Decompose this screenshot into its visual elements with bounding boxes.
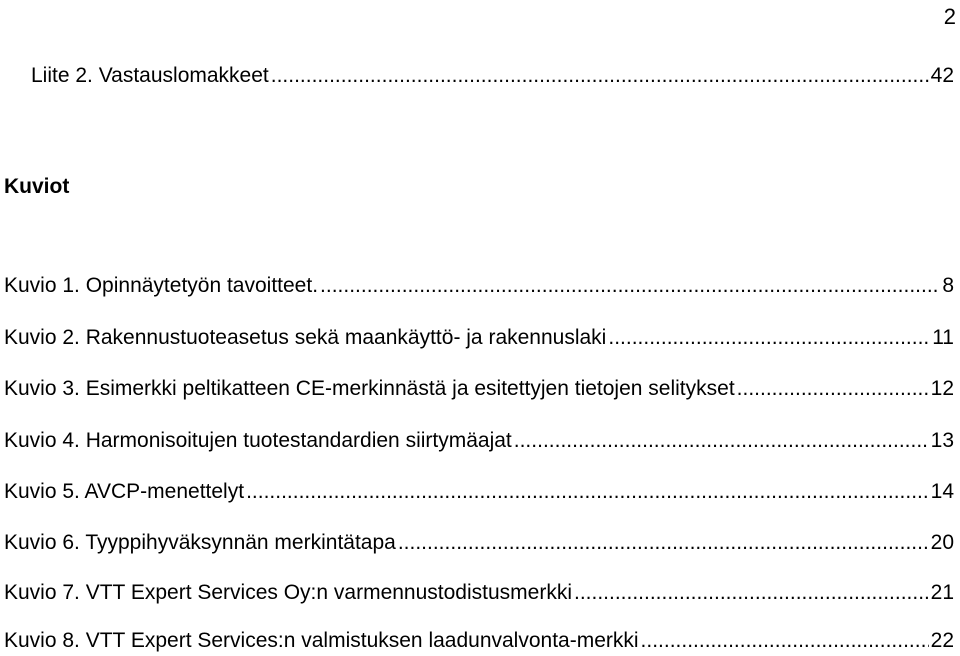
toc-entry-text: Kuvio 3. Esimerkki peltikatteen CE-merkinnästä ja esitettyjen tietojen selitykset (4, 377, 735, 400)
toc-entry-page: 14 (930, 480, 954, 503)
dot-leader (514, 428, 929, 454)
toc-entry-text: Kuvio 2. Rakennustuoteasetus sekä maankäyttö- ja rakennuslaki (4, 326, 607, 349)
toc-entry-page: 21 (930, 581, 954, 604)
toc-entry-text: Kuvio 5. AVCP-menettelyt (4, 480, 245, 503)
dot-leader (320, 273, 940, 299)
toc-entry-text: Kuvio 7. VTT Expert Services Oy:n varmennustodistusmerkki (4, 581, 572, 604)
toc-entry-text: Kuvio 6. Tyyppihyväksynnän merkintätapa (4, 531, 396, 554)
toc-entry-text: Kuvio 1. Opinnäytetyön tavoitteet. (4, 274, 319, 297)
toc-entry-page: 42 (930, 64, 954, 87)
toc-entry-figure-2[interactable] (4, 325, 954, 351)
toc-entry-text: Kuvio 4. Harmonisoitujen tuotestandardien siirtymäajat (4, 429, 512, 452)
toc-entry-page: 12 (930, 377, 954, 400)
toc-entry-page: 8 (942, 274, 954, 297)
toc-entry-figure-1[interactable] (4, 273, 954, 299)
toc-entry-figure-3[interactable] (4, 376, 954, 402)
toc-entry-text: Liite 2. Vastauslomakkeet (31, 64, 269, 87)
toc-entry-text: Kuvio 8. VTT Expert Services:n valmistuksen laadunvalvonta-merkki (4, 629, 639, 652)
dot-leader (271, 63, 929, 89)
toc-entry-appendix-2[interactable] (31, 63, 954, 89)
toc-entry-figure-4[interactable] (4, 428, 954, 454)
toc-entry-page: 20 (930, 531, 954, 554)
toc-entry-page: 22 (930, 629, 954, 652)
dot-leader (641, 628, 929, 654)
toc-entry-figure-7[interactable] (4, 580, 954, 606)
dot-leader (246, 479, 929, 505)
toc-entry-page: 13 (930, 429, 954, 452)
toc-entry-figure-5[interactable] (4, 479, 954, 505)
toc-entry-page: 11 (932, 326, 954, 349)
dot-leader (737, 376, 929, 402)
dot-leader (608, 325, 930, 351)
figures-heading: Kuviot (4, 175, 70, 198)
toc-entry-figure-8[interactable] (4, 628, 954, 654)
dot-leader (574, 580, 929, 606)
page-number: 2 (943, 4, 956, 29)
dot-leader (398, 530, 929, 556)
toc-entry-figure-6[interactable] (4, 530, 954, 556)
